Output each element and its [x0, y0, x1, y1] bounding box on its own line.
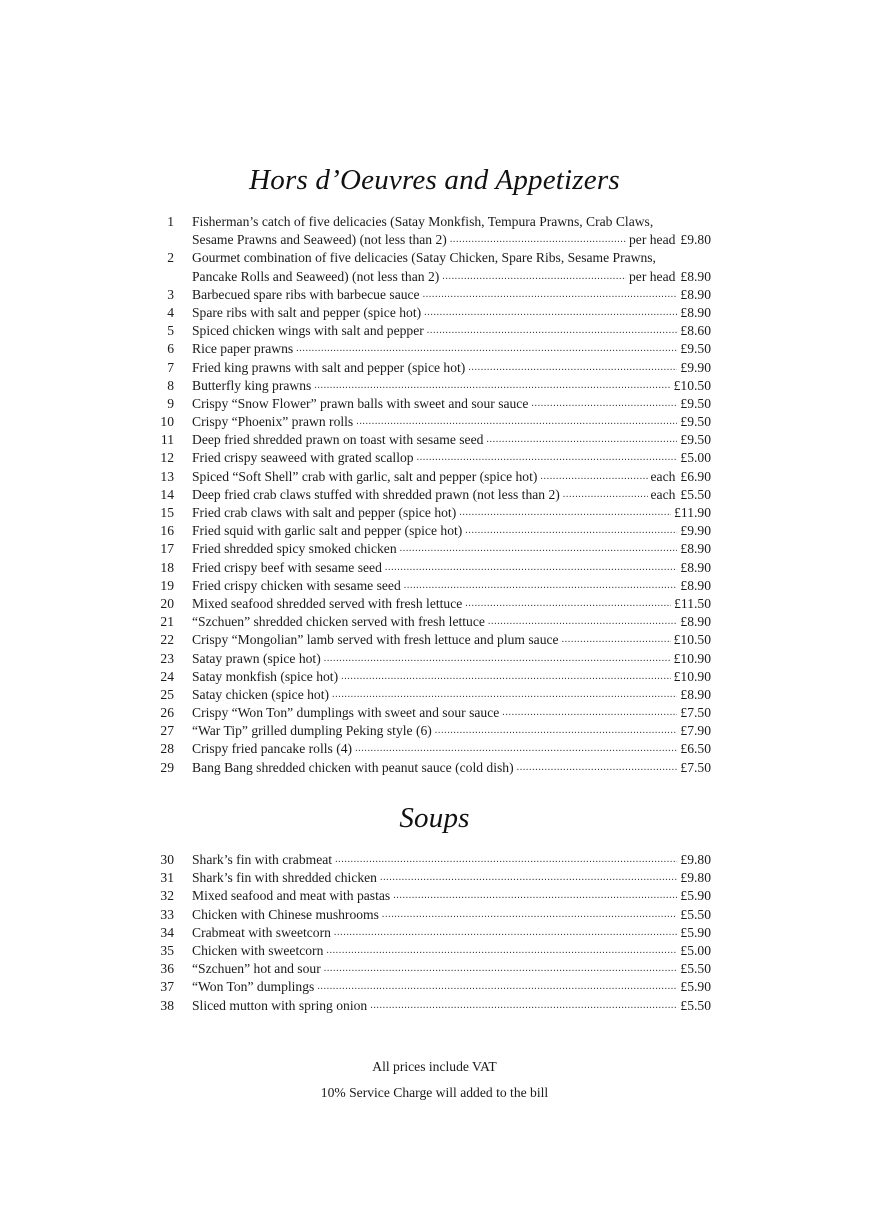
item-description	[192, 559, 711, 577]
menu-item	[0, 906, 869, 924]
menu-item	[0, 504, 869, 522]
item-number: 7	[167, 359, 174, 375]
item-description	[192, 668, 711, 686]
item-text: Chicken with Chinese mushrooms	[192, 906, 379, 922]
description-line	[192, 268, 711, 286]
description-line	[192, 759, 711, 777]
menu-item	[0, 449, 869, 467]
item-text: Spare ribs with salt and pepper (spice hot)	[192, 304, 422, 320]
menu-item	[0, 668, 869, 686]
item-price: £11.50	[674, 595, 711, 611]
item-description	[192, 704, 711, 722]
menu-item	[0, 249, 869, 285]
price-unit: per head	[628, 268, 676, 284]
dot-leader	[314, 377, 670, 395]
item-description	[192, 997, 711, 1015]
item-price: £5.90	[680, 979, 711, 995]
item-text: Rice paper prawns	[192, 341, 294, 357]
item-description	[192, 322, 711, 340]
item-description	[192, 431, 711, 449]
dot-leader	[326, 942, 677, 960]
description-line	[192, 413, 711, 431]
menu-item	[0, 704, 869, 722]
item-number: 36	[160, 961, 174, 977]
dot-leader	[450, 231, 626, 249]
item-description	[192, 942, 711, 960]
menu-item	[0, 722, 869, 740]
item-description	[192, 924, 711, 942]
item-number: 10	[160, 414, 174, 430]
item-number: 27	[160, 723, 174, 739]
item-price: £5.50	[680, 961, 711, 977]
item-number: 28	[160, 741, 174, 757]
menu-item	[0, 559, 869, 577]
dot-leader	[502, 704, 677, 722]
item-price: £9.90	[680, 359, 711, 375]
price-unit: per head	[628, 232, 676, 248]
item-number: 15	[160, 505, 174, 521]
item-description	[192, 340, 711, 358]
item-price: £8.90	[680, 614, 711, 630]
dot-leader	[385, 559, 678, 577]
item-text: Deep fried shredded prawn on toast with sesame seed	[192, 432, 484, 448]
menu-item	[0, 759, 869, 777]
description-line	[192, 286, 711, 304]
item-price: £11.90	[674, 505, 711, 521]
item-description	[192, 249, 711, 285]
item-price: £8.90	[680, 286, 711, 302]
item-number: 26	[160, 705, 174, 721]
item-number: 23	[160, 650, 174, 666]
menu-item	[0, 887, 869, 905]
item-price: £8.90	[680, 268, 711, 284]
item-text: Fried crispy chicken with sesame seed	[192, 577, 401, 593]
description-line	[192, 722, 711, 740]
item-price: £10.90	[673, 668, 711, 684]
description-line	[192, 650, 711, 668]
description-line	[192, 577, 711, 595]
description-line	[192, 686, 711, 704]
description-line	[192, 213, 711, 231]
item-number: 19	[160, 577, 174, 593]
description-line	[192, 340, 711, 358]
description-line	[192, 960, 711, 978]
item-price: £10.50	[673, 377, 711, 393]
description-line	[192, 359, 711, 377]
description-line	[192, 704, 711, 722]
item-number: 32	[160, 888, 174, 904]
dot-leader	[488, 613, 678, 631]
item-description	[192, 722, 711, 740]
menu-item	[0, 322, 869, 340]
description-line	[192, 997, 711, 1015]
item-number: 24	[160, 668, 174, 684]
description-line	[192, 449, 711, 467]
menu-item	[0, 997, 869, 1015]
item-price: £9.80	[680, 870, 711, 886]
item-description	[192, 413, 711, 431]
menu-item	[0, 359, 869, 377]
item-price: £5.50	[680, 486, 711, 502]
item-price: £5.90	[680, 888, 711, 904]
item-description	[192, 613, 711, 631]
item-price: £10.50	[673, 632, 711, 648]
item-description	[192, 468, 711, 486]
menu-item	[0, 869, 869, 887]
menu-item	[0, 486, 869, 504]
menu-item	[0, 577, 869, 595]
item-price: £6.90	[680, 468, 711, 484]
item-description	[192, 595, 711, 613]
menu-item	[0, 286, 869, 304]
description-line	[192, 377, 711, 395]
menu-item	[0, 540, 869, 558]
item-number: 3	[167, 286, 174, 302]
description-line	[192, 231, 711, 249]
item-text: Fried shredded spicy smoked chicken	[192, 541, 397, 557]
item-text: Mixed seafood and meat with pastas	[192, 888, 391, 904]
dot-leader	[334, 924, 677, 942]
item-text: Sliced mutton with spring onion	[192, 997, 368, 1013]
item-description	[192, 395, 711, 413]
item-description	[192, 504, 711, 522]
item-number: 2	[167, 250, 174, 266]
item-number: 29	[160, 759, 174, 775]
menu-item	[0, 686, 869, 704]
dot-leader	[562, 631, 671, 649]
dot-leader	[296, 340, 677, 358]
item-number: 31	[160, 870, 174, 886]
item-price: £8.90	[680, 577, 711, 593]
item-text: Spiced “Soft Shell” crab with garlic, salt and pepper (spice hot)	[192, 468, 538, 484]
description-line	[192, 595, 711, 613]
menu-item	[0, 468, 869, 486]
dot-leader	[417, 449, 678, 467]
item-description	[192, 286, 711, 304]
item-description	[192, 851, 711, 869]
item-text: “Szchuen” hot and sour	[192, 961, 321, 977]
item-text: Sesame Prawns and Seaweed) (not less than 2)	[192, 232, 447, 248]
item-price: £9.90	[680, 523, 711, 539]
dot-leader	[486, 431, 677, 449]
description-line	[192, 887, 711, 905]
description-line	[192, 322, 711, 340]
description-line	[192, 906, 711, 924]
item-number: 8	[167, 377, 174, 393]
soups-heading: Soups	[399, 802, 470, 834]
item-price: £8.90	[680, 686, 711, 702]
dot-leader	[517, 759, 678, 777]
dot-leader	[382, 906, 678, 924]
item-description	[192, 740, 711, 758]
item-price: £8.90	[680, 541, 711, 557]
item-text: “War Tip” grilled dumpling Peking style (6)	[192, 723, 432, 739]
item-text: Mixed seafood shredded served with fresh lettuce	[192, 595, 463, 611]
item-text: Shark’s fin with shredded chicken	[192, 870, 377, 886]
item-price: £7.90	[680, 723, 711, 739]
item-number: 4	[167, 304, 174, 320]
item-text: Fried squid with garlic salt and pepper (spice hot)	[192, 523, 463, 539]
item-description	[192, 686, 711, 704]
dot-leader	[423, 286, 678, 304]
appetizers-list	[0, 213, 869, 777]
item-number: 30	[160, 852, 174, 867]
item-number: 17	[160, 541, 174, 557]
item-number: 22	[160, 632, 174, 648]
dot-leader	[380, 869, 677, 887]
item-description	[192, 377, 711, 395]
item-description	[192, 869, 711, 887]
item-price: £5.50	[680, 997, 711, 1013]
item-price: £8.90	[680, 304, 711, 320]
dot-leader	[332, 686, 677, 704]
item-text: Barbecued spare ribs with barbecue sauce	[192, 286, 420, 302]
dot-leader	[356, 413, 677, 431]
item-text: “Won Ton” dumplings	[192, 979, 315, 995]
item-description	[192, 449, 711, 467]
dot-leader	[404, 577, 678, 595]
item-number: 38	[160, 997, 174, 1013]
item-text: Satay monkfish (spice hot)	[192, 668, 339, 684]
dot-leader	[468, 359, 677, 377]
dot-leader	[393, 887, 677, 905]
item-price: £5.90	[680, 924, 711, 940]
menu-item	[0, 304, 869, 322]
dot-leader	[435, 722, 678, 740]
item-price: £10.90	[673, 650, 711, 666]
description-line	[192, 924, 711, 942]
description-line	[192, 431, 711, 449]
menu-item	[0, 595, 869, 613]
dot-leader	[324, 650, 671, 668]
menu-item	[0, 340, 869, 358]
menu-item	[0, 650, 869, 668]
dot-leader	[563, 486, 648, 504]
item-description	[192, 978, 711, 996]
dot-leader	[317, 978, 677, 996]
item-text: Fisherman’s catch of five delicacies (Satay Monkfish, Tempura Prawns, Crab Claws,	[192, 214, 654, 229]
item-price: £9.50	[680, 432, 711, 448]
menu-item	[0, 377, 869, 395]
dot-leader	[465, 522, 677, 540]
item-text: Fried king prawns with salt and pepper (spice hot)	[192, 359, 466, 375]
description-line	[192, 304, 711, 322]
item-number: 6	[167, 341, 174, 357]
menu-item	[0, 924, 869, 942]
description-line	[192, 486, 711, 504]
item-number: 11	[160, 432, 174, 448]
menu-item	[0, 522, 869, 540]
dot-leader	[442, 268, 626, 286]
description-line	[192, 613, 711, 631]
item-text: Gourmet combination of five delicacies (Satay Chicken, Spare Ribs, Sesame Prawns,	[192, 250, 656, 266]
item-text: Fried crispy seaweed with grated scallop	[192, 450, 414, 466]
menu-item	[0, 942, 869, 960]
item-description	[192, 540, 711, 558]
menu-item	[0, 395, 869, 413]
menu-item	[0, 431, 869, 449]
item-price: £5.00	[680, 450, 711, 466]
service-charge-note: 10% Service Charge will added to the bill	[320, 1085, 549, 1100]
item-description	[192, 522, 711, 540]
item-number: 33	[160, 906, 174, 922]
item-text: Butterfly king prawns	[192, 377, 312, 393]
item-price: £5.50	[680, 906, 711, 922]
dot-leader	[427, 322, 678, 340]
item-text: Shark’s fin with crabmeat	[192, 852, 333, 867]
item-text: Satay prawn (spice hot)	[192, 650, 321, 666]
item-description	[192, 960, 711, 978]
item-description	[192, 650, 711, 668]
menu-item	[0, 413, 869, 431]
item-number: 5	[167, 323, 174, 339]
item-text: Deep fried crab claws stuffed with shredded prawn (not less than 2)	[192, 486, 560, 502]
item-description	[192, 304, 711, 322]
item-description	[192, 906, 711, 924]
item-number: 34	[160, 924, 174, 940]
item-text: Spiced chicken wings with salt and pepper	[192, 323, 424, 339]
item-text: Chicken with sweetcorn	[192, 942, 324, 958]
dot-leader	[424, 304, 677, 322]
dot-leader	[335, 851, 677, 869]
description-line	[192, 978, 711, 996]
description-line	[192, 631, 711, 649]
description-line	[192, 668, 711, 686]
dot-leader	[400, 540, 678, 558]
description-line	[192, 522, 711, 540]
item-number: 20	[160, 595, 174, 611]
item-description	[192, 577, 711, 595]
item-text: Crabmeat with sweetcorn	[192, 924, 331, 940]
item-text: Pancake Rolls and Seaweed) (not less than 2)	[192, 268, 440, 284]
item-number: 37	[160, 979, 174, 995]
item-description	[192, 631, 711, 649]
menu-item	[0, 631, 869, 649]
item-description	[192, 486, 711, 504]
item-number: 25	[160, 686, 174, 702]
item-text: Bang Bang shredded chicken with peanut sauce (cold dish)	[192, 759, 514, 775]
item-price: £7.50	[680, 705, 711, 721]
item-price: £7.50	[680, 759, 711, 775]
item-number: 16	[160, 523, 174, 539]
item-number: 14	[160, 486, 174, 502]
item-text: Crispy “Phoenix” prawn rolls	[192, 414, 354, 430]
menu-item	[0, 613, 869, 631]
vat-note: All prices include VAT	[372, 1059, 497, 1074]
description-line	[192, 395, 711, 413]
description-line	[192, 468, 711, 486]
item-text: Satay chicken (spice hot)	[192, 686, 330, 702]
description-line	[192, 942, 711, 960]
description-line	[192, 851, 711, 869]
appetizers-heading: Hors d’Oeuvres and Appetizers	[249, 164, 620, 196]
item-number: 1	[167, 214, 174, 229]
item-number: 18	[160, 559, 174, 575]
item-text: Crispy “Won Ton” dumplings with sweet and sour sauce	[192, 705, 500, 721]
item-text: Crispy “Mongolian” lamb served with fresh lettuce and plum sauce	[192, 632, 559, 648]
item-price: £9.50	[680, 395, 711, 411]
item-description	[192, 359, 711, 377]
menu-item	[0, 740, 869, 758]
item-number: 35	[160, 942, 174, 958]
item-description	[192, 759, 711, 777]
item-price: £8.90	[680, 559, 711, 575]
item-number: 12	[160, 450, 174, 466]
dot-leader	[341, 668, 671, 686]
item-number: 13	[160, 468, 174, 484]
item-price: £8.60	[680, 323, 711, 339]
item-price: £6.50	[680, 741, 711, 757]
menu-item	[0, 978, 869, 996]
description-line	[192, 740, 711, 758]
item-price: £5.00	[680, 942, 711, 958]
item-price: £9.50	[680, 414, 711, 430]
price-unit: each	[650, 468, 676, 484]
item-description	[192, 887, 711, 905]
price-unit: each	[650, 486, 676, 502]
item-price: £9.80	[680, 852, 711, 867]
dot-leader	[324, 960, 678, 978]
description-line	[192, 504, 711, 522]
dot-leader	[355, 740, 677, 758]
item-text: Fried crab claws with salt and pepper (spice hot)	[192, 505, 457, 521]
item-price: £9.50	[680, 341, 711, 357]
item-text: Fried crispy beef with sesame seed	[192, 559, 382, 575]
description-line	[192, 869, 711, 887]
item-number: 21	[160, 614, 174, 630]
item-text: Crispy fried pancake rolls (4)	[192, 741, 353, 757]
menu-item	[0, 213, 869, 249]
item-number: 9	[167, 395, 174, 411]
item-description	[192, 213, 711, 249]
item-text: Crispy “Snow Flower” prawn balls with sweet and sour sauce	[192, 395, 529, 411]
item-text: “Szchuen” shredded chicken served with fresh lettuce	[192, 614, 485, 630]
description-line	[192, 540, 711, 558]
description-line	[192, 559, 711, 577]
dot-leader	[370, 997, 677, 1015]
menu-item	[0, 851, 869, 869]
menu-item	[0, 960, 869, 978]
item-price: £9.80	[680, 232, 711, 248]
soups-list	[0, 851, 869, 1015]
description-line	[192, 249, 711, 267]
dot-leader	[465, 595, 671, 613]
dot-leader	[459, 504, 671, 522]
dot-leader	[531, 395, 677, 413]
dot-leader	[540, 468, 647, 486]
